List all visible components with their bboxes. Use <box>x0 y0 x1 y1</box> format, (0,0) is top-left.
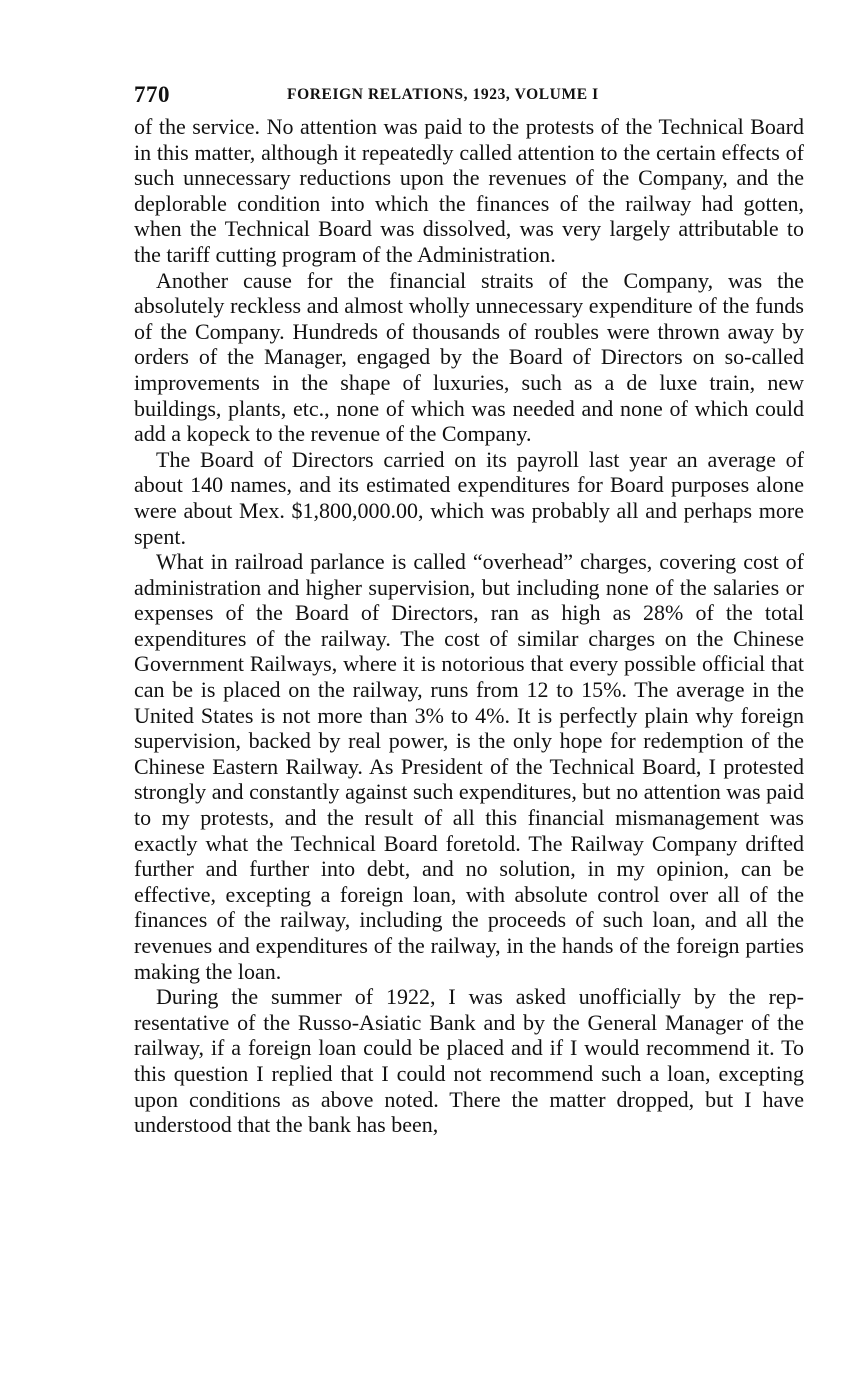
paragraph: What in railroad parlance is called “overhead” charges, covering cost of administration and higher supervision, but including none of the salaries or expenses of the Board of Directors, ran as high as 28% of the total expenditures of the railway. The cost of similar charges on the Chinese Government Railways, where it is notorious that every possible official that can be is placed on the railway, runs from 12 to 15%. The average in the United States is not more than 3% to 4%. It is perfectly plain why foreign supervision, backed by real power, is the only hope for redemption of the Chinese Eastern Railway. As President of the Technical Board, I protested strongly and constantly against such expenditures, but no attention was paid to my protests, and the result of all this financial mismanagement was exactly what the Technical Board foretold. The Railway Company drifted further and further into debt, and no solution, in my opinion, can be effective, excepting a foreign loan, with absolute control over all of the finances of the railway, including the proceeds of such loan, and all the revenues and expenditures of the railway, in the hands of the foreign parties making the loan. <box>134 549 804 984</box>
document-page <box>134 78 804 1138</box>
paragraph: The Board of Directors carried on its payroll last year an average of about 140 names, and its estimated expenditures for Board purposes alone were about Mex. $1,800,000.00, which was probably all and perhaps more spent. <box>134 446 804 549</box>
paragraph: Another cause for the financial straits of the Company, was the absolutely reckless and almost wholly unnecessary expenditure of the funds of the Company. Hundreds of thousands of roubles were thrown away by orders of the Manager, engaged by the Board of Directors on so-called improvements in the shape of luxuries, such as a de luxe train, new buildings, plants, etc., none of which was needed and none of which could add a kopeck to the revenue of the Company. <box>134 267 804 447</box>
page-number: 770 <box>134 82 170 107</box>
body-text <box>134 114 804 1138</box>
paragraph: During the summer of 1922, I was asked unofficially by the representative of the Russo-Asiatic Bank and by the General Manager of the railway, if a foreign loan could be placed and if I would recommend it. To this question I replied that I could not recommend such a loan, excepting upon conditions as above noted. There the matter dropped, but I have understood that the bank has been, <box>134 984 804 1138</box>
page-header <box>134 78 804 114</box>
running-head: FOREIGN RELATIONS, 1923, VOLUME I <box>287 86 599 103</box>
paragraph: of the service. No attention was paid to the protests of the Technical Board in this matter, although it repeatedly called attention to the certain effects of such unnecessary reductions upon the revenues of the Company, and the deplorable condition into which the finances of the railway had gotten, when the Technical Board was dissolved, was very largely attributable to the tariff cutting program of the Administration. <box>134 114 804 267</box>
